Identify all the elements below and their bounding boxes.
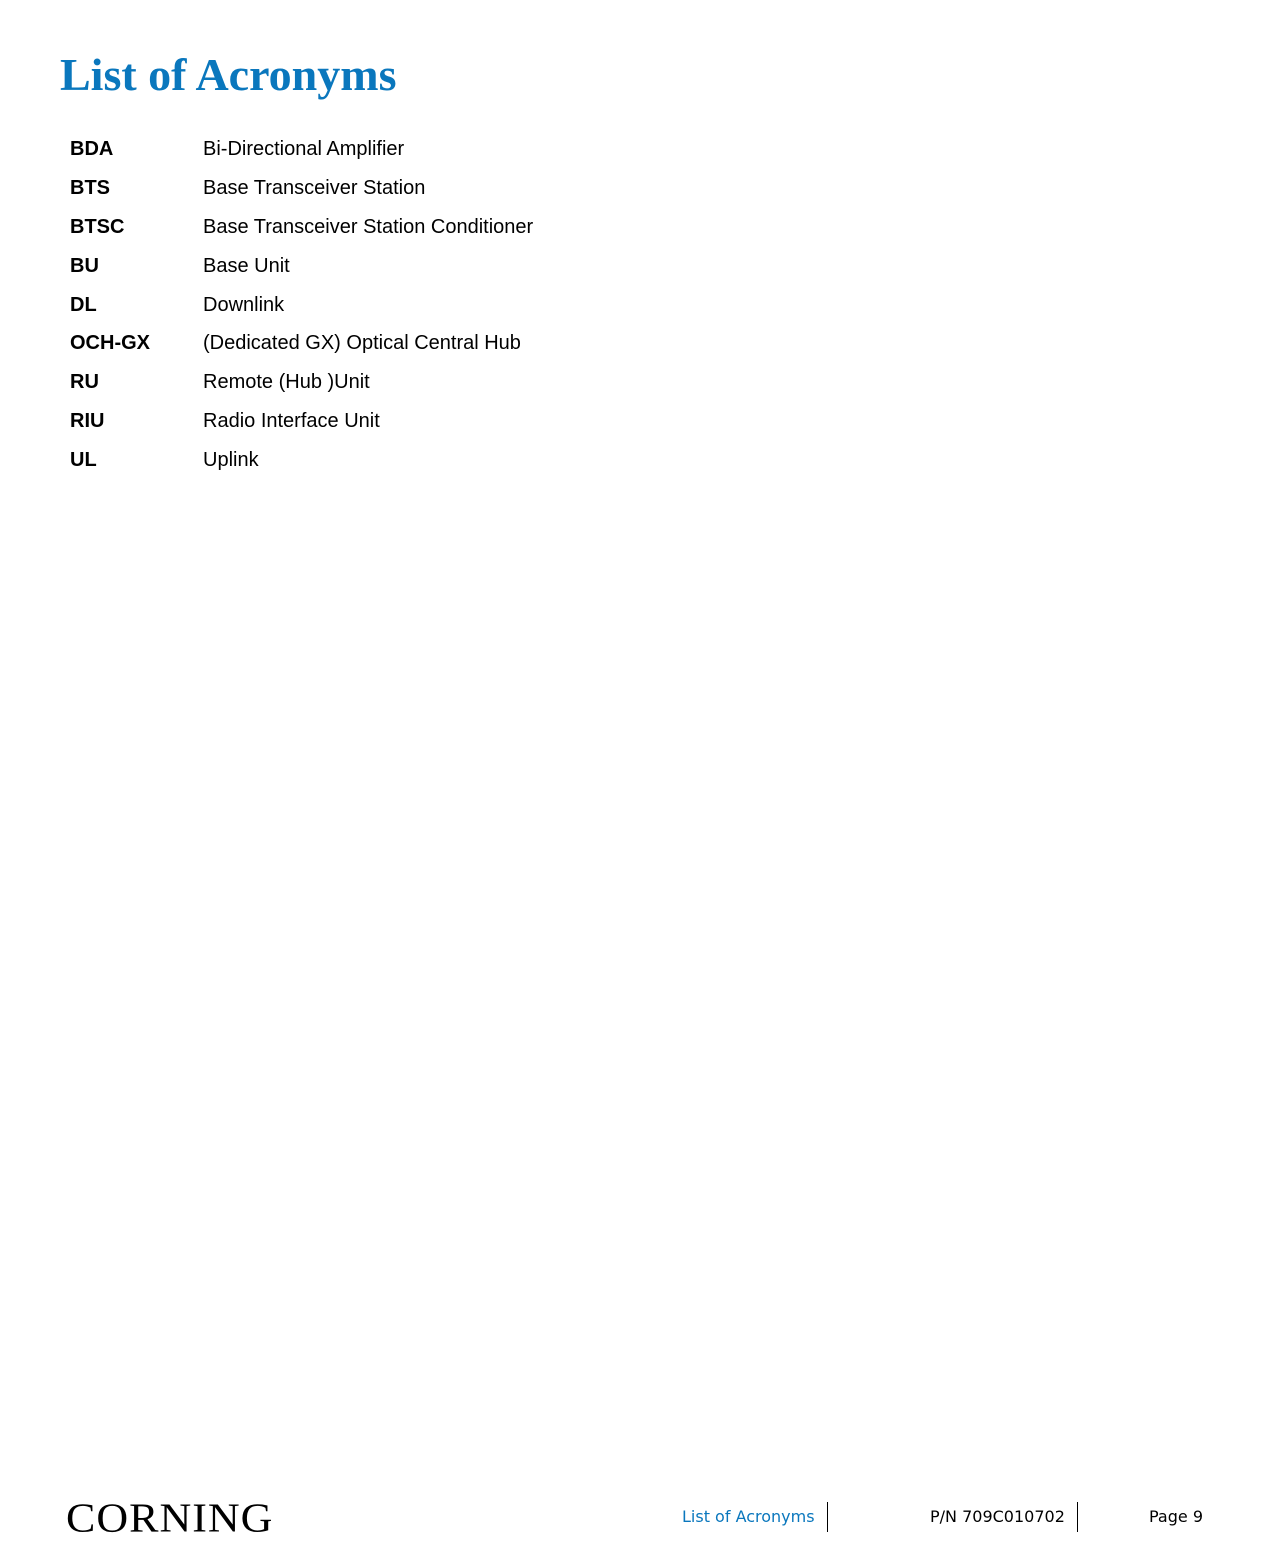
acronym-definition: Base Transceiver Station (203, 176, 426, 199)
footer-page-number: Page 9 (1149, 1507, 1203, 1526)
acronym-definition: Bi-Directional Amplifier (203, 137, 405, 160)
acronym-term: BTSC (70, 215, 125, 238)
acronym-table (70, 130, 533, 480)
acronym-row (70, 169, 533, 208)
acronym-row (70, 286, 533, 325)
acronym-definition: Base Transceiver Station Conditioner (203, 215, 534, 238)
footer-section-title: List of Acronyms (682, 1507, 815, 1526)
acronym-term: BU (70, 254, 99, 277)
acronym-definition: Downlink (203, 293, 285, 316)
page-footer (0, 1496, 1275, 1540)
acronym-term: RU (70, 371, 99, 394)
acronym-definition: Remote (Hub )Unit (203, 371, 370, 394)
footer-part-number: P/N 709C010702 (930, 1507, 1065, 1526)
acronym-term: UL (70, 449, 97, 472)
acronym-term: OCH-GX (70, 332, 150, 355)
acronym-term: RIU (70, 410, 105, 433)
acronym-row (70, 441, 533, 480)
acronym-row (70, 208, 533, 247)
acronym-row (70, 363, 533, 402)
page-title: List of Acronyms (60, 49, 397, 100)
acronym-term: BTS (70, 176, 110, 199)
acronym-definition: Radio Interface Unit (203, 410, 380, 433)
acronym-row (70, 247, 533, 286)
footer-divider (1077, 1502, 1078, 1532)
acronym-row (70, 402, 533, 441)
acronym-definition: Base Unit (203, 254, 290, 277)
acronym-definition: (Dedicated GX) Optical Central Hub (203, 332, 521, 355)
acronym-term: BDA (70, 137, 114, 160)
acronym-row (70, 130, 533, 169)
corning-logo: CORNING (66, 1495, 274, 1541)
acronym-definition: Uplink (203, 449, 259, 472)
footer-divider (827, 1502, 828, 1532)
acronym-term: DL (70, 293, 97, 316)
acronym-row (70, 324, 533, 363)
